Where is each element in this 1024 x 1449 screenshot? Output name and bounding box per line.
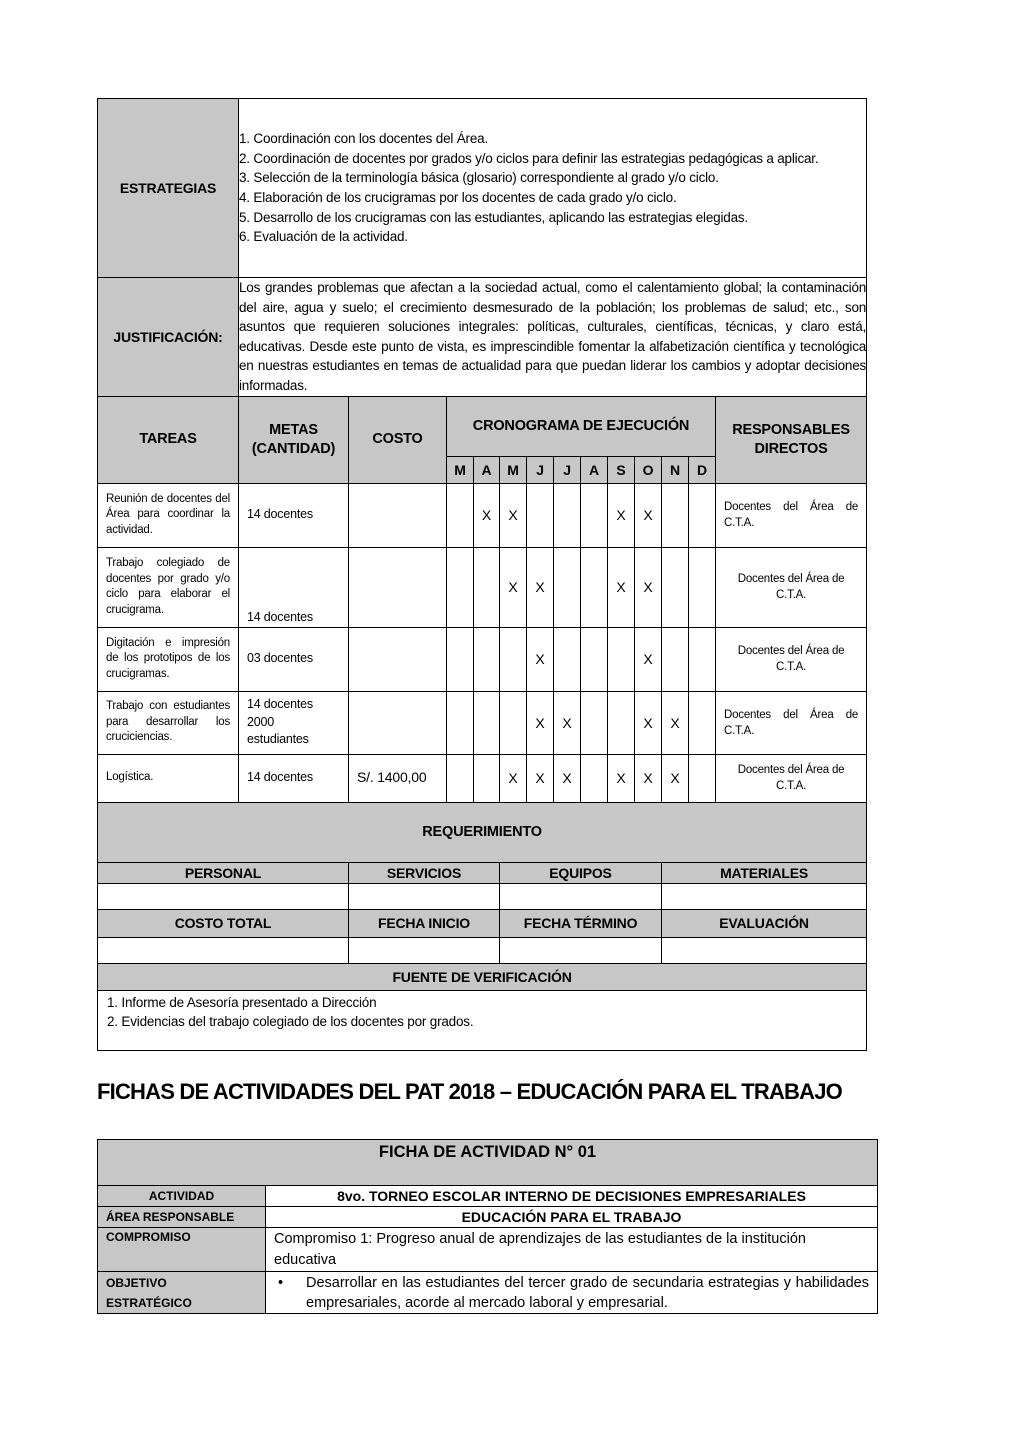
responsable-cell: Docentes del Área de C.T.A.	[716, 691, 867, 754]
schedule-mark: X	[500, 483, 527, 547]
task-cell: Trabajo con estudiantes para desarrollar los cruciciencias.	[98, 691, 239, 754]
schedule-mark	[554, 483, 581, 547]
schedule-mark: X	[500, 547, 527, 627]
schedule-mark: X	[500, 754, 527, 802]
actividad-label: ACTIVIDAD	[98, 1186, 266, 1207]
schedule-mark	[447, 691, 474, 754]
metas-cell	[239, 547, 349, 627]
requerimiento-header: REQUERIMIENTO	[98, 802, 867, 862]
schedule-mark: X	[662, 691, 689, 754]
equipos-header: EQUIPOS	[500, 862, 662, 883]
schedule-mark: X	[527, 754, 554, 802]
costo-cell	[349, 483, 447, 547]
schedule-mark	[447, 627, 474, 691]
month-header: A	[581, 456, 608, 483]
month-header: M	[500, 456, 527, 483]
area-value: EDUCACIÓN PARA EL TRABAJO	[266, 1207, 878, 1228]
schedule-mark	[581, 483, 608, 547]
schedule-mark	[474, 547, 500, 627]
schedule-mark	[662, 547, 689, 627]
metas-cell	[239, 691, 349, 754]
task-row	[98, 754, 867, 802]
estrategia-item: 3. Selección de la terminología básica (glosario) correspondiente al grado y/o ciclo.	[239, 170, 719, 186]
task-cell: Logística.	[98, 754, 239, 802]
month-header: M	[447, 456, 474, 483]
area-label: ÁREA RESPONSABLE	[98, 1207, 266, 1228]
personal-cell	[98, 883, 349, 909]
schedule-mark	[608, 691, 635, 754]
estrategia-item: 6. Evaluación de la actividad.	[239, 229, 408, 245]
schedule-mark	[527, 483, 554, 547]
schedule-mark	[689, 547, 716, 627]
metas-line: estudiantes	[247, 732, 309, 747]
fecha-termino-cell	[500, 937, 662, 963]
task-row	[98, 547, 867, 627]
schedule-mark	[581, 627, 608, 691]
equipos-cell	[500, 883, 662, 909]
evaluacion-header: EVALUACIÓN	[662, 909, 867, 937]
metas-line: 14 docentes	[247, 697, 313, 712]
schedule-mark	[500, 627, 527, 691]
schedule-mark	[689, 627, 716, 691]
bullet-icon: •	[278, 1274, 284, 1291]
estrategias-list	[239, 99, 867, 278]
metas-header	[239, 396, 349, 483]
servicios-cell	[349, 883, 500, 909]
activity-plan-table	[97, 98, 867, 1051]
fecha-inicio-cell	[349, 937, 500, 963]
schedule-mark: X	[635, 627, 662, 691]
metas-cell	[239, 483, 349, 547]
ficha-title: FICHA DE ACTIVIDAD N° 01	[98, 1140, 878, 1186]
estrategia-item: 5. Desarrollo de los crucigramas con las estudiantes, aplicando las estrategias elegidas.	[239, 209, 748, 225]
schedule-mark: X	[554, 754, 581, 802]
task-cell: Reunión de docentes del Área para coordinar la actividad.	[98, 483, 239, 547]
schedule-mark: X	[608, 483, 635, 547]
schedule-mark: X	[608, 754, 635, 802]
objetivo-label	[98, 1272, 266, 1314]
schedule-mark	[608, 627, 635, 691]
schedule-mark	[474, 754, 500, 802]
metas-line: 03 docentes	[247, 651, 313, 666]
schedule-mark: X	[527, 627, 554, 691]
estrategia-item: 4. Elaboración de los crucigramas por los docentes de cada grado y/o ciclo.	[239, 190, 677, 205]
month-header: N	[662, 456, 689, 483]
objetivo-value	[266, 1272, 878, 1314]
justificacion-text: Los grandes problemas que afectan a la sociedad actual, como el calentamiento global; la contaminación del aire, agua y suelo; el crecimiento desmesurado de la población; los problemas de salud; etc., son asuntos que requieren soluciones integrales: políticas, culturales, científicas, técnicas, y claro está, educativas. Desde este punto de vista, es imprescindible fomentar la alfabetización científica y tecnológica en nuestras estudiantes en temas de actualidad para que puedan liderar los cambios y adoptar decisiones informadas.	[239, 278, 867, 397]
month-header: D	[689, 456, 716, 483]
schedule-mark	[689, 754, 716, 802]
ficha-table	[97, 1139, 878, 1314]
schedule-mark	[474, 627, 500, 691]
objetivo-label-line: ESTRATÉGICO	[106, 1295, 192, 1310]
month-header: A	[474, 456, 500, 483]
task-cell: Trabajo colegiado de docentes por grado y/o ciclo para elaborar el crucigrama.	[98, 547, 239, 627]
task-cell: Digitación e impresión de los prototipos de los crucigramas.	[98, 627, 239, 691]
costo-cell	[349, 627, 447, 691]
actividad-value: 8vo. TORNEO ESCOLAR INTERNO DE DECISIONES EMPRESARIALES	[266, 1186, 878, 1207]
schedule-mark	[581, 754, 608, 802]
schedule-mark	[662, 627, 689, 691]
metas-line: 2000	[247, 714, 275, 729]
month-header: J	[527, 456, 554, 483]
evaluacion-cell	[662, 937, 867, 963]
fuente-item: 1. Informe de Asesoría presentado a Dirección	[107, 994, 377, 1010]
costo-cell	[349, 547, 447, 627]
schedule-mark	[474, 691, 500, 754]
schedule-mark	[447, 547, 474, 627]
metas-header-line: METAS	[269, 421, 318, 438]
month-header: J	[554, 456, 581, 483]
schedule-mark: X	[527, 547, 554, 627]
responsable-cell: Docentes del Área de C.T.A.	[716, 754, 867, 802]
fecha-termino-header: FECHA TÉRMINO	[500, 909, 662, 937]
schedule-mark: X	[635, 483, 662, 547]
schedule-mark	[581, 691, 608, 754]
costo-total-cell	[98, 937, 349, 963]
metas-line: 14 docentes	[247, 610, 313, 625]
schedule-mark: X	[635, 691, 662, 754]
fuente-item: 2. Evidencias del trabajo colegiado de los docentes por grados.	[107, 1013, 474, 1029]
task-rows	[98, 483, 867, 802]
schedule-mark	[581, 547, 608, 627]
month-header: O	[635, 456, 662, 483]
costo-total-header: COSTO TOTAL	[98, 909, 349, 937]
responsable-cell: Docentes del Área de C.T.A.	[716, 547, 867, 627]
objetivo-label-line: OBJETIVO	[106, 1275, 167, 1290]
schedule-mark: X	[474, 483, 500, 547]
metas-header-line: (CANTIDAD)	[251, 440, 336, 457]
task-row	[98, 627, 867, 691]
estrategia-item: 2. Coordinación de docentes por grados y/o ciclos para definir las estrategias pedagógicas a aplicar.	[239, 150, 819, 166]
materiales-cell	[662, 883, 867, 909]
task-row	[98, 483, 867, 547]
responsables-header-line: DIRECTOS	[754, 440, 828, 457]
responsable-cell: Docentes del Área de C.T.A.	[716, 627, 867, 691]
schedule-mark: X	[554, 691, 581, 754]
metas-cell	[239, 627, 349, 691]
cronograma-header: CRONOGRAMA DE EJECUCIÓN	[447, 396, 716, 456]
personal-header: PERSONAL	[98, 862, 349, 883]
fuente-list	[98, 990, 867, 1050]
objetivo-text: Desarrollar en las estudiantes del tercer grado de secundaria estrategias y habilidades empresariales, acorde al mercado laboral y empresarial.	[306, 1274, 869, 1311]
costo-cell	[349, 691, 447, 754]
schedule-mark	[447, 754, 474, 802]
month-header: S	[608, 456, 635, 483]
fecha-inicio-header: FECHA INICIO	[349, 909, 500, 937]
fuente-header: FUENTE DE VERIFICACIÓN	[98, 963, 867, 990]
responsables-header	[716, 396, 867, 483]
costo-header: COSTO	[349, 396, 447, 483]
schedule-mark	[689, 483, 716, 547]
costo-cell: S/. 1400,00	[349, 754, 447, 802]
estrategia-item: 1. Coordinación con los docentes del Área.	[239, 131, 489, 147]
task-row	[98, 691, 867, 754]
schedule-mark	[554, 547, 581, 627]
section-heading: FICHAS DE ACTIVIDADES DEL PAT 2018 – EDUCACIÓN PARA EL TRABAJO	[97, 1079, 842, 1104]
servicios-header: SERVICIOS	[349, 862, 500, 883]
materiales-header: MATERIALES	[662, 862, 867, 883]
schedule-mark: X	[635, 754, 662, 802]
justificacion-label: JUSTIFICACIÓN:	[98, 278, 239, 397]
responsables-header-line: RESPONSABLES	[732, 421, 850, 438]
compromiso-label: COMPROMISO	[98, 1228, 266, 1272]
schedule-mark: X	[608, 547, 635, 627]
schedule-mark	[447, 483, 474, 547]
tareas-header: TAREAS	[98, 396, 239, 483]
schedule-mark	[500, 691, 527, 754]
metas-cell	[239, 754, 349, 802]
schedule-mark: X	[662, 754, 689, 802]
responsable-cell: Docentes del Área de C.T.A.	[716, 483, 867, 547]
compromiso-value: Compromiso 1: Progreso anual de aprendizajes de las estudiantes de la institución educativa	[266, 1228, 878, 1272]
schedule-mark	[689, 691, 716, 754]
schedule-mark	[662, 483, 689, 547]
schedule-mark: X	[527, 691, 554, 754]
estrategias-label: ESTRATEGIAS	[98, 99, 239, 278]
metas-line: 14 docentes	[247, 507, 313, 522]
schedule-mark	[554, 627, 581, 691]
schedule-mark: X	[635, 547, 662, 627]
metas-line: 14 docentes	[247, 770, 313, 785]
